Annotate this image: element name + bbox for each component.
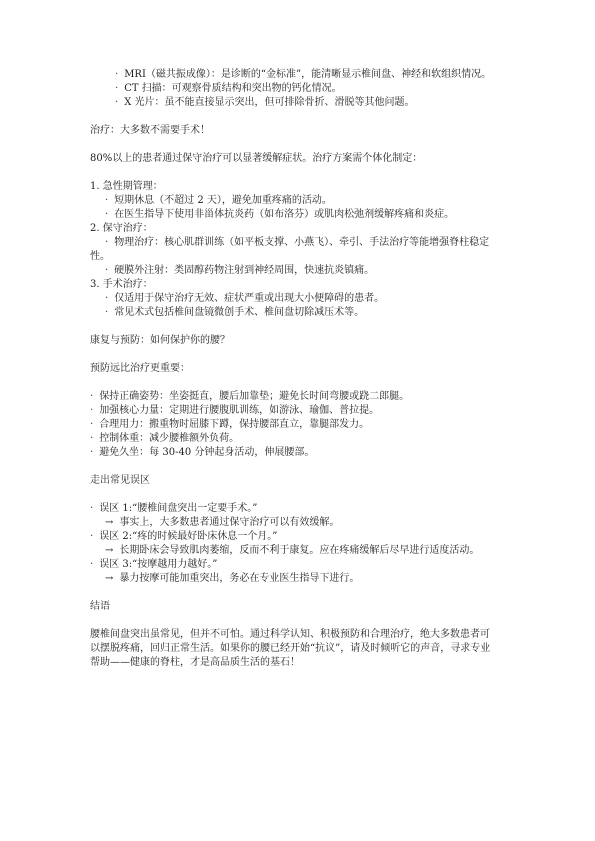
list-item: · 在医生指导下使用非甾体抗炎药（如布洛芬）或肌肉松弛剂缓解疼痛和炎症。: [105, 209, 455, 220]
section-title: 3. 手术治疗：: [90, 279, 153, 290]
bullet: ·: [90, 503, 94, 514]
list-item: · MRI（磁共振成像）：是诊断的“金标准”，能清晰显示椎间盘、神经和软组织情况。: [115, 69, 492, 80]
list-item: · X 光片：虽不能直接显示突出，但可排除骨折、滑脱等其他问题。: [115, 97, 415, 108]
myth-item: · 误区 2:“疼的时候最好卧床休息一个月。”: [90, 531, 278, 542]
treatment-intro: 80%以上的患者通过保守治疗可以显著缓解症状。治疗方案需个体化制定：: [90, 153, 423, 164]
myth-fact: → 事实上，大多数患者通过保守治疗可以有效缓解。: [105, 517, 340, 528]
arrow-icon: →: [105, 573, 114, 584]
list-item: · 硬膜外注射：类固醇药物注射到神经周围，快速抗炎镇痛。: [105, 265, 375, 276]
list-item: · 合理用力：搬重物时屈膝下蹲，保持腰部直立，靠腿部发力。: [90, 419, 370, 430]
bullet: ·: [115, 97, 119, 108]
myth-item: · 误区 1:“腰椎间盘突出一定要手术。”: [90, 503, 258, 514]
bullet: ·: [115, 69, 119, 80]
arrow-icon: →: [105, 517, 114, 528]
list-item: · 常见术式包括椎间盘镜微创手术、椎间盘切除减压术等。: [105, 307, 365, 318]
bullet: ·: [115, 83, 119, 94]
bullet: ·: [90, 447, 94, 458]
conclusion-heading: 结语: [90, 601, 110, 612]
bullet: ·: [90, 391, 94, 402]
list-item: · 物理治疗：核心肌群训练（如平板支撑、小燕飞）、牵引、手法治疗等能增强脊柱稳定: [105, 237, 490, 248]
list-item: · 保持正确姿势：坐姿挺直，腰后加靠垫；避免长时间弯腰或跷二郎腿。: [90, 391, 410, 402]
list-item: · 控制体重：减少腰椎额外负荷。: [90, 433, 240, 444]
list-item: · 仅适用于保守治疗无效、症状严重或出现大小便障碍的患者。: [105, 293, 385, 304]
treatment-list: [90, 180, 510, 320]
myth-fact: → 长期卧床会导致肌肉萎缩，反而不利于康复。应在疼痛缓解后尽早进行适度活动。: [105, 545, 480, 556]
myth-fact: → 暴力按摩可能加重突出，务必在专业医生指导下进行。: [105, 573, 360, 584]
prevention-list: [90, 390, 510, 460]
rehab-heading: 康复与预防：如何保护你的腰？: [90, 335, 230, 346]
document-page: [90, 68, 510, 670]
list-item-continuation: 性。: [90, 251, 110, 262]
myth-item: · 误区 3:“按摩越用力越好。”: [90, 559, 218, 570]
arrow-icon: →: [105, 545, 114, 556]
section-title: 2. 保守治疗：: [90, 223, 153, 234]
conclusion-paragraph: [90, 628, 510, 670]
list-item: · 短期休息（不超过 2 天），避免加重疼痛的活动。: [105, 195, 332, 206]
myths-list: [90, 502, 510, 586]
list-item: · 避免久坐：每 30-40 分钟起身活动，伸展腰部。: [90, 447, 315, 458]
bullet: ·: [90, 433, 94, 444]
imaging-list: [90, 68, 510, 110]
bullet: ·: [105, 195, 109, 206]
bullet: ·: [105, 293, 109, 304]
list-item: · 加强核心力量：定期进行腰腹肌训练，如游泳、瑜伽、普拉提。: [90, 405, 380, 416]
bullet: ·: [90, 559, 94, 570]
bullet: ·: [90, 531, 94, 542]
bullet: ·: [105, 209, 109, 220]
conclusion-line: 帮助——健康的脊柱，才是高品质生活的基石！: [90, 657, 300, 668]
section-title: 1. 急性期管理：: [90, 181, 163, 192]
list-item: · CT 扫描：可观察骨质结构和突出物的钙化情况。: [115, 83, 342, 94]
treatment-heading: 治疗：大多数不需要手术！: [90, 125, 210, 136]
conclusion-line: 以摆脱疼痛，回归正常生活。如果你的腰已经开始“抗议”，请及时倾听它的声音，寻求专业: [90, 643, 491, 654]
prevention-intro: 预防远比治疗更重要：: [90, 363, 190, 374]
bullet: ·: [90, 405, 94, 416]
bullet: ·: [105, 307, 109, 318]
bullet: ·: [90, 419, 94, 430]
myths-heading: 走出常见误区: [90, 475, 150, 486]
bullet: ·: [105, 265, 109, 276]
bullet: ·: [105, 237, 109, 248]
conclusion-line: 腰椎间盘突出虽常见，但并不可怕。通过科学认知、积极预防和合理治疗，绝大多数患者可: [90, 629, 490, 640]
